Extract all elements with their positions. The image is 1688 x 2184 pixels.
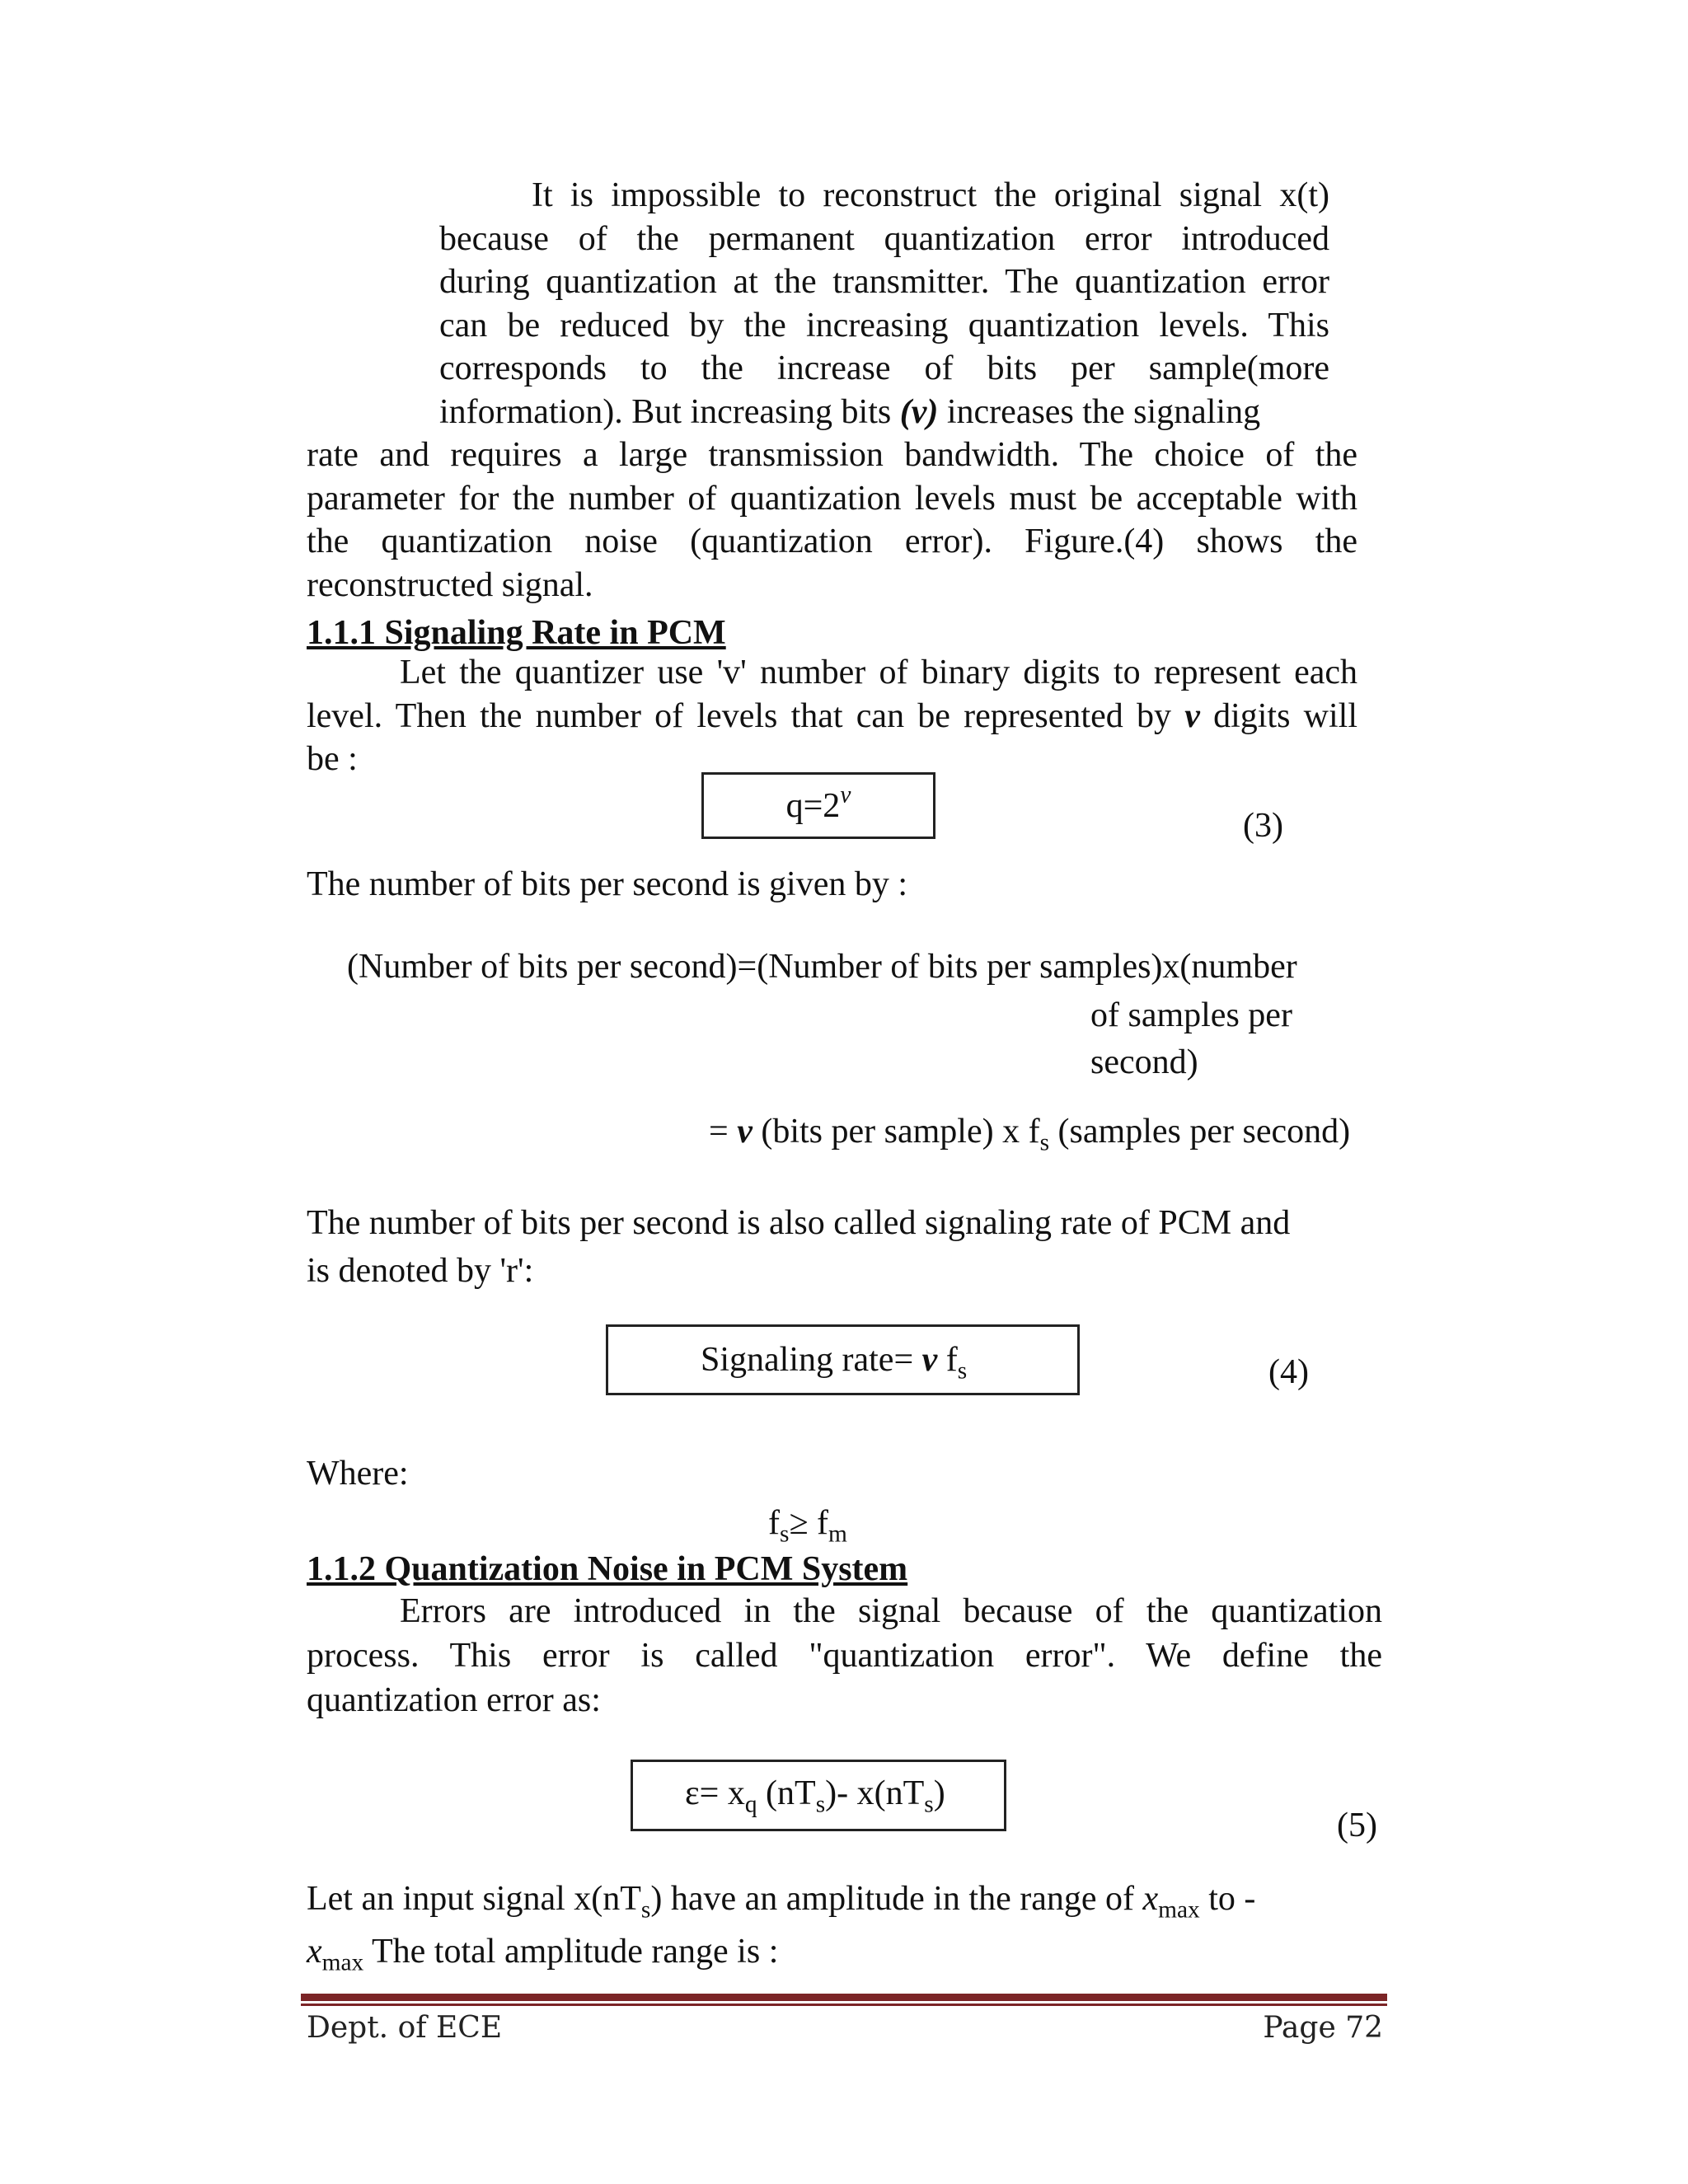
footer-rule	[301, 1994, 1387, 2001]
intro-line: It is impossible to reconstruct the original signal x(t)	[532, 176, 1329, 214]
equation-4-box	[606, 1324, 1080, 1395]
bits-per-second-intro: The number of bits per second is given by :	[307, 865, 908, 903]
section-heading-quantization-noise: 1.1.2 Quantization Noise in PCM System	[307, 1550, 908, 1588]
intro-line: corresponds to the increase of bits per sample(more	[439, 349, 1329, 387]
signaling-rate-text-1: The number of bits per second is also called signaling rate of PCM and	[307, 1204, 1291, 1242]
formula-line-2: of samples per	[1090, 996, 1292, 1034]
section1-paragraph	[307, 651, 1357, 781]
equation-4: Signaling rate= v $f_s$	[701, 1341, 968, 1385]
signaling-rate-text-2: is denoted by 'r':	[307, 1252, 534, 1290]
section2-paragraph	[307, 1589, 1382, 1722]
intro-line: rate and requires a large transmission bandwidth. The choice of the	[307, 436, 1357, 474]
formula-line-1: (Number of bits per second)=(Number of bits per samples)x(number	[347, 948, 1297, 986]
equation-5-number: (5)	[1337, 1807, 1377, 1844]
sampling-condition: $f_s\ge f_m$	[768, 1504, 847, 1548]
equation-5: $\varepsilon= x_q$ $(nT_s)-$ $x(nT_s)$	[685, 1774, 945, 1818]
v-symbol: v	[737, 1113, 753, 1151]
footer-rule-thin	[301, 2004, 1387, 2006]
intro-paragraph-cont	[307, 434, 1357, 607]
section1-line: level. Then the number of levels that can be represented by v digits will	[307, 696, 1357, 735]
section1-line: Let the quantizer use 'v' number of binary digits to represent each	[400, 654, 1357, 691]
v-symbol: v	[921, 1341, 938, 1379]
formula-equation: = v (bits per sample) x $f_s$ (samples per second)	[709, 1113, 1351, 1156]
section1-line: be :	[307, 740, 358, 778]
equation-5-box	[631, 1760, 1006, 1831]
where-label: Where:	[307, 1455, 409, 1493]
amplitude-range-text: Let an input signal $x(nT_s)$ have an amplitude in the range of $x_{max}$ to - $x_{max}$ The total amplitude range is :	[307, 1880, 1256, 1976]
intro-bits-line: information). But increasing bits (v) increases the signaling	[439, 392, 1261, 431]
equation-3-number: (3)	[1243, 807, 1283, 845]
footer-page-number: Page 72	[1263, 2011, 1383, 2045]
footer-department: Dept. of ECE	[307, 2011, 503, 2045]
intro-line: reconstructed signal.	[307, 565, 593, 604]
intro-line: during quantization at the transmitter. The quantization error	[439, 263, 1329, 301]
v-symbol: v	[1184, 696, 1200, 735]
intro-paragraph	[439, 174, 1329, 434]
intro-line: because of the permanent quantization error introduced	[439, 219, 1329, 258]
intro-line: the quantization noise (quantization error). Figure.(4) shows the	[307, 523, 1357, 560]
intro-line: can be reduced by the increasing quantization levels. This	[439, 306, 1329, 344]
equation-3: $q=2^v$	[785, 781, 851, 825]
formula-line-3: second)	[1090, 1043, 1198, 1081]
equation-4-number: (4)	[1268, 1353, 1309, 1391]
intro-line: parameter for the number of quantization levels must be acceptable with	[307, 479, 1357, 518]
equation-3-box	[701, 772, 935, 839]
bits-symbol: (v)	[899, 392, 939, 431]
section-heading-signaling-rate: 1.1.1 Signaling Rate in PCM	[307, 614, 726, 652]
section2-line: Errors are introduced in the signal because of the quantization	[400, 1592, 1382, 1630]
section2-line: process. This error is called "quantization error". We define the	[307, 1637, 1382, 1675]
section2-line: quantization error as:	[307, 1681, 601, 1719]
